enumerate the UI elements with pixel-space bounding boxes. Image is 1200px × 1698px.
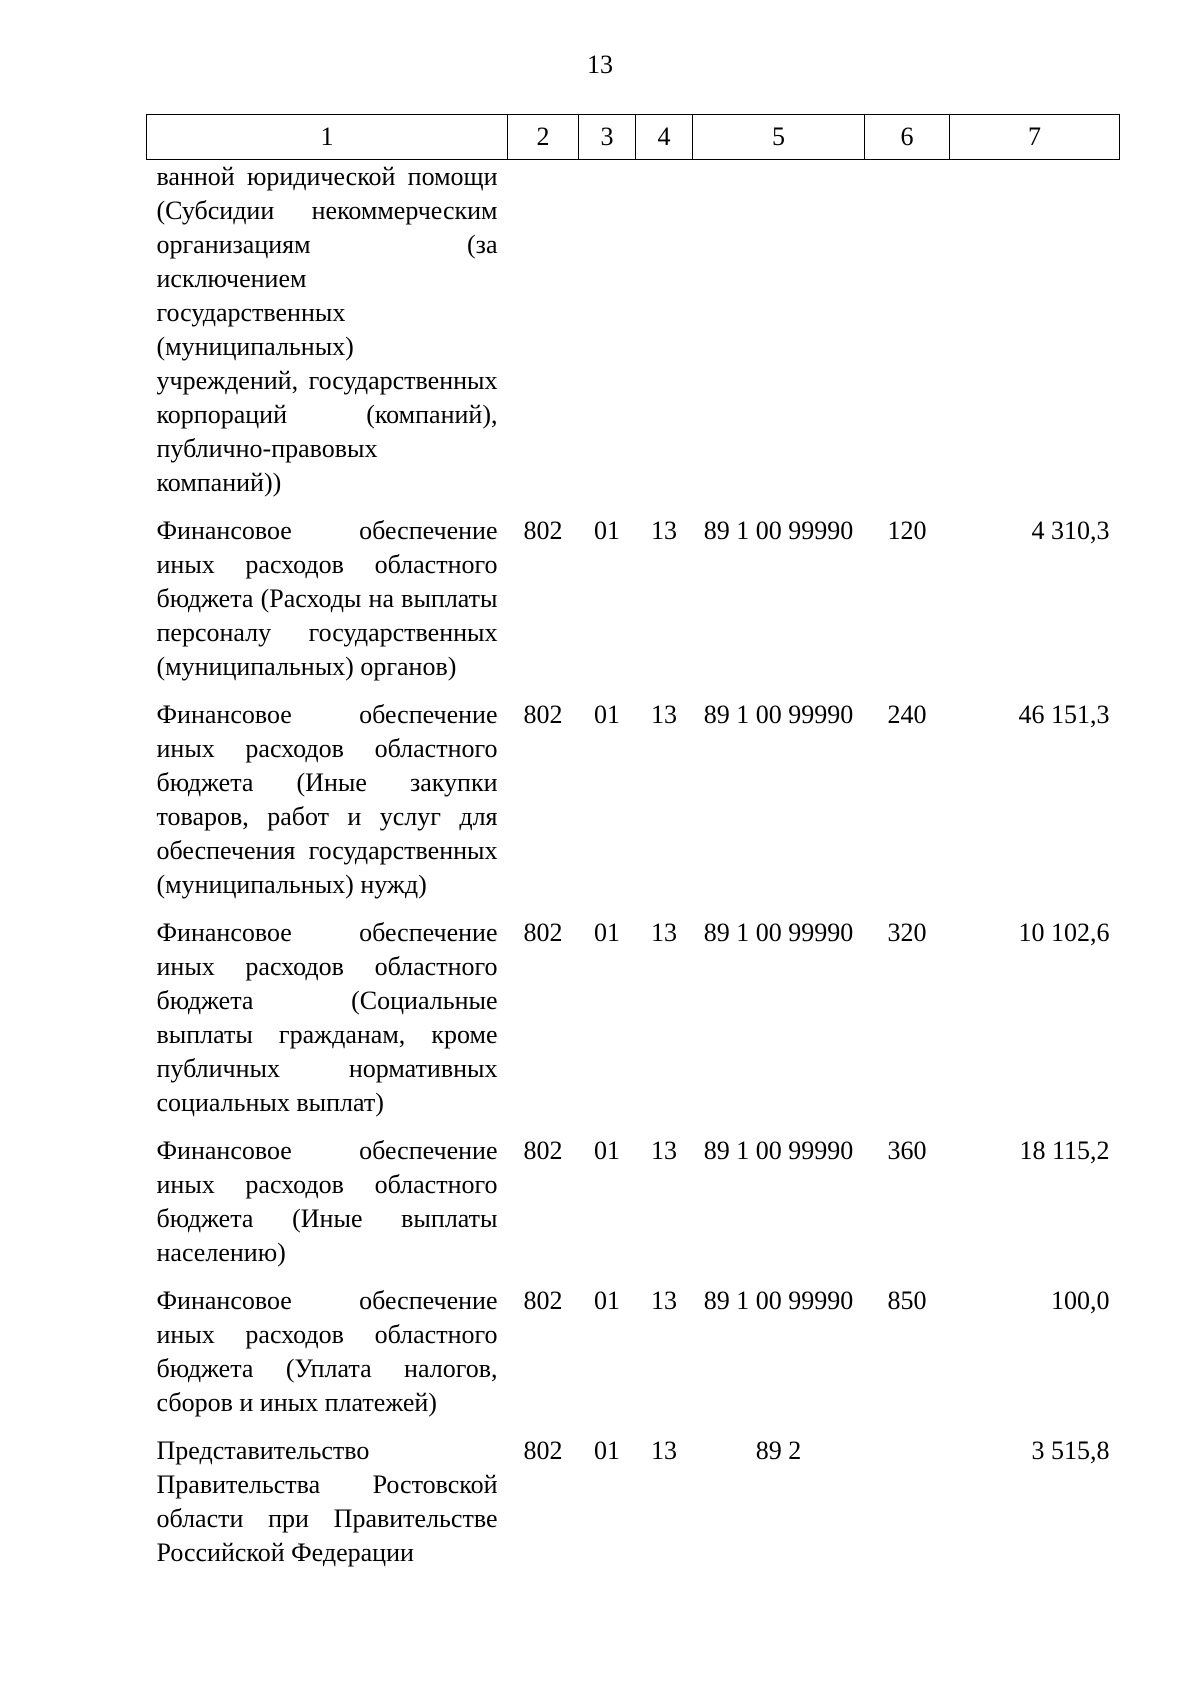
row-description: Финансовое обеспечение иных расходов областного бюджета (Уплата налогов, сборов и иных платежей) [156,1286,498,1417]
column-header-6: 6 [865,115,950,160]
row-description: Финансовое обеспечение иных расходов областного бюджета (Иные выплаты населению) [156,1136,498,1267]
budget-table [146,114,1120,1570]
row-rz: 01 [594,1436,620,1465]
row-csr: 89 1 00 99990 [703,516,854,545]
row-description: Финансовое обеспечение иных расходов областного бюджета (Расходы на выплаты персоналу государственных (муниципальных) органов) [156,516,498,681]
row-rz [579,160,636,515]
row-pr: 13 [651,516,677,545]
row-amount: 10 102,6 [1018,918,1110,947]
row-csr: 89 1 00 99990 [703,1136,854,1165]
table-body [147,160,1120,1571]
row-vr: 320 [887,918,927,947]
column-header-4: 4 [636,115,693,160]
table-row [147,916,1120,1134]
table-row [147,1434,1120,1570]
header-row [147,115,1120,160]
row-amount: 18 115,2 [1019,1136,1110,1165]
row-pr [636,160,693,515]
table-row [147,160,1120,515]
row-amount [950,160,1120,515]
row-csr: 89 1 00 99990 [703,700,854,729]
column-header-7: 7 [950,115,1120,160]
row-rz: 01 [594,918,620,947]
row-description: Финансовое обеспечение иных расходов областного бюджета (Иные закупки товаров, работ и услуг для обеспечения государственных (муниципальных) нужд) [156,700,498,899]
row-rz: 01 [594,1136,620,1165]
table-header [147,115,1120,160]
row-csr [693,160,865,515]
row-vr [865,160,950,515]
table-row [147,698,1120,916]
row-rz: 01 [594,700,620,729]
row-description: Финансовое обеспечение иных расходов областного бюджета (Социальные выплаты гражданам, кроме публичных нормативных социальных выплат) [156,918,498,1117]
row-vr: 120 [887,516,927,545]
column-header-2: 2 [508,115,579,160]
row-rz: 01 [594,1286,620,1315]
row-pr: 13 [651,1436,677,1465]
row-ved: 802 [523,918,563,947]
row-description: ванной юридической помощи (Субсидии некоммерческим организациям (за исключением государственных (муниципальных) учреждений, государственных корпораций (компаний), публично-правовых компаний)) [156,162,498,497]
row-vr: 360 [887,1136,927,1165]
page-number: 13 [587,50,613,79]
row-vr [865,1434,950,1570]
row-pr: 13 [651,1136,677,1165]
row-csr: 89 2 [755,1436,802,1465]
row-description: Представительство Правительства Ростовской области при Правительстве Российской Федерации [156,1436,498,1567]
row-pr: 13 [651,1286,677,1315]
row-ved: 802 [523,700,563,729]
table-row [147,1284,1120,1434]
row-amount: 46 151,3 [1018,700,1110,729]
row-pr: 13 [651,700,677,729]
row-amount: 4 310,3 [1031,516,1110,545]
row-amount: 100,0 [1051,1286,1110,1315]
column-header-1: 1 [147,115,508,160]
row-ved [508,160,579,515]
row-csr: 89 1 00 99990 [703,1286,854,1315]
row-ved: 802 [523,1136,563,1165]
row-pr: 13 [651,918,677,947]
column-header-3: 3 [579,115,636,160]
column-header-5: 5 [693,115,865,160]
row-ved: 802 [523,1436,563,1465]
table-row [147,514,1120,698]
table-row [147,1134,1120,1284]
row-csr: 89 1 00 99990 [703,918,854,947]
row-ved: 802 [523,516,563,545]
row-rz: 01 [594,516,620,545]
row-amount: 3 515,8 [1031,1436,1110,1465]
row-vr: 240 [887,700,927,729]
row-vr: 850 [887,1286,927,1315]
row-ved: 802 [523,1286,563,1315]
